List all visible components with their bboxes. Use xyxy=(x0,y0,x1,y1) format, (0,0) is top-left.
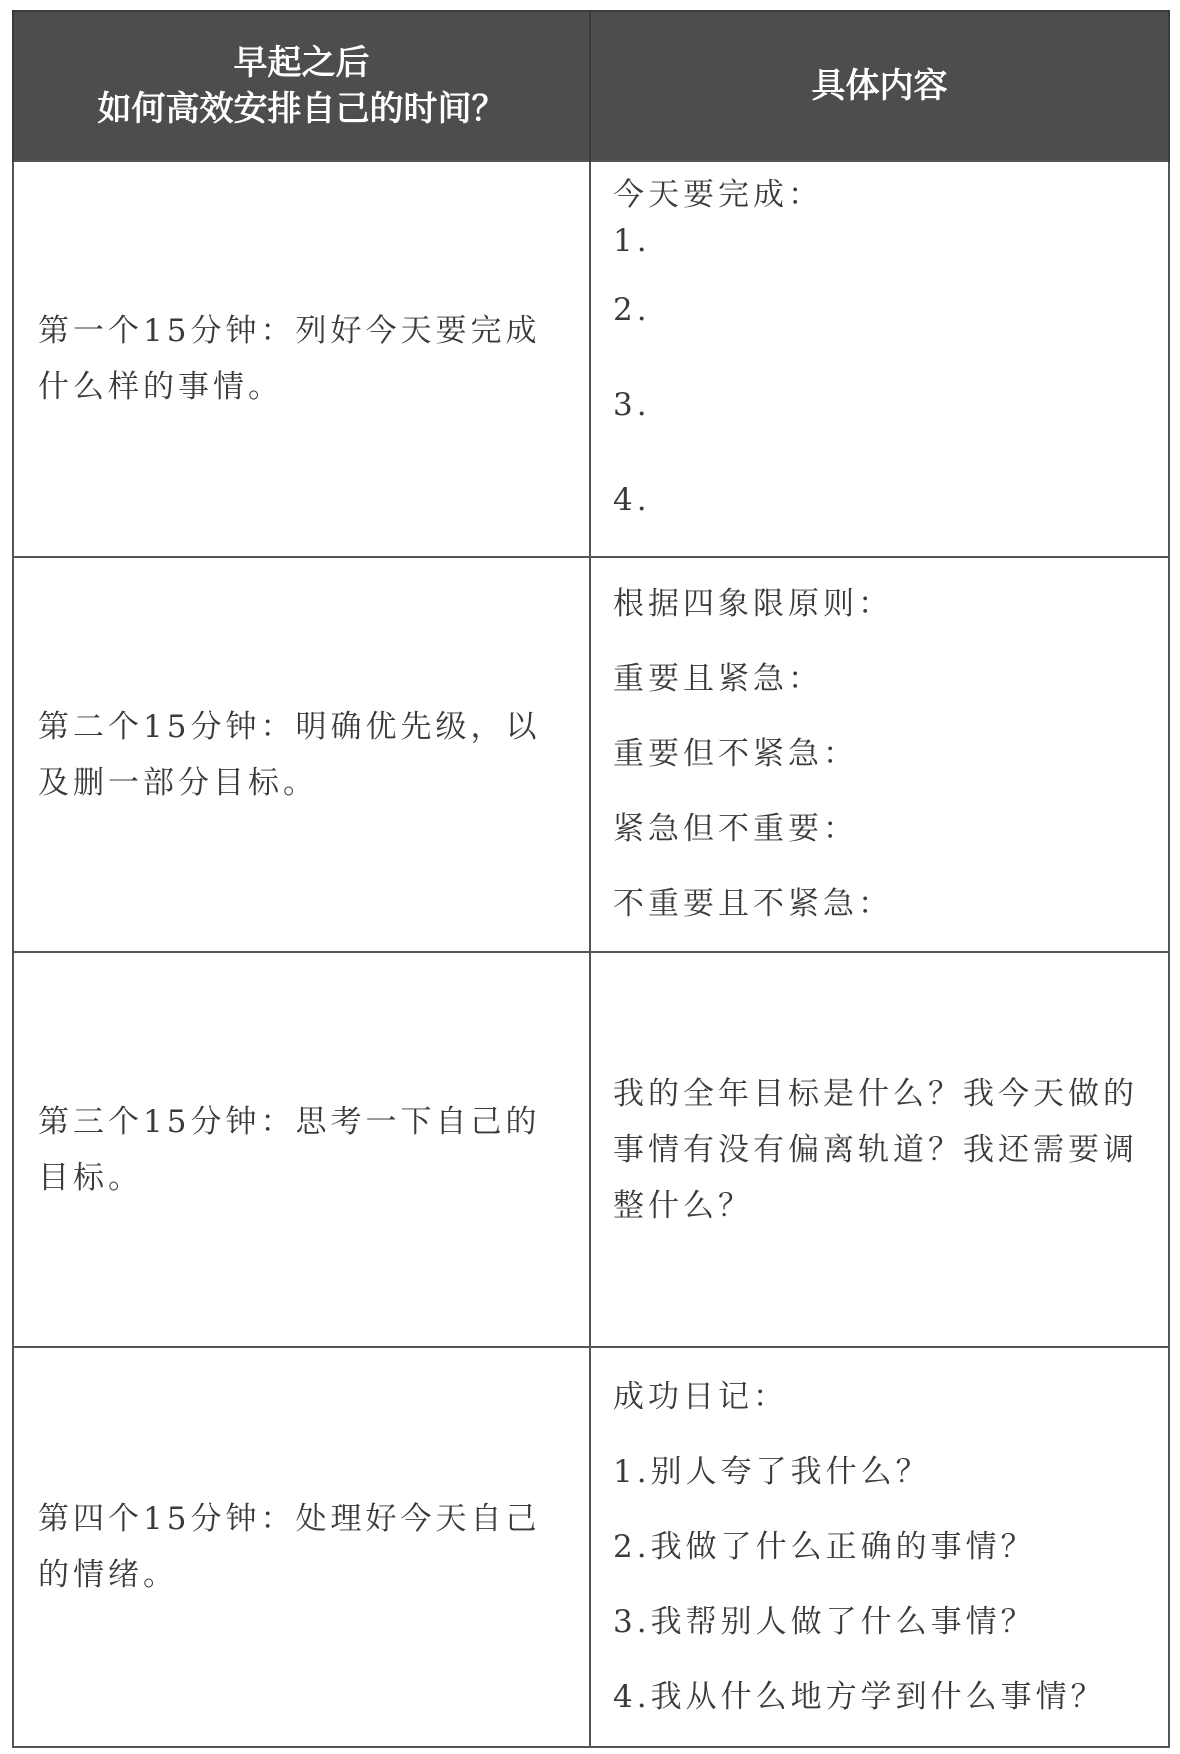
morning-plan-table xyxy=(12,10,1170,1748)
detail-line: 2.我做了什么正确的事情？ xyxy=(613,1528,1036,1565)
detail-line: 成功日记： xyxy=(613,1378,788,1415)
header-left-line-1: 早起之后 xyxy=(233,43,370,83)
detail-line: 1.别人夸了我什么？ xyxy=(613,1453,931,1490)
table-row xyxy=(13,1347,1169,1747)
step-cell: 第三个15分钟：思考一下自己的目标。 xyxy=(13,952,590,1347)
table-row xyxy=(13,952,1169,1347)
detail-list xyxy=(613,1360,1150,1735)
detail-line: 紧急但不重要： xyxy=(613,811,858,847)
detail-line: 4.我从什么地方学到什么事情？ xyxy=(613,1678,1106,1715)
detail-line: 3.我帮别人做了什么事情？ xyxy=(613,1603,1036,1640)
detail-list xyxy=(613,171,1150,548)
table-row xyxy=(13,557,1169,952)
detail-line: 1. xyxy=(613,222,651,259)
step-cell: 第一个15分钟：列好今天要完成什么样的事情。 xyxy=(13,161,590,557)
table-row xyxy=(13,161,1169,557)
detail-line: 3. xyxy=(613,386,651,423)
detail-line: 2. xyxy=(613,291,651,328)
detail-line: 重要但不紧急： xyxy=(613,736,858,772)
step-cell: 第二个15分钟：明确优先级，以及删一部分目标。 xyxy=(13,557,590,952)
detail-list xyxy=(613,567,1150,942)
detail-cell xyxy=(590,952,1169,1347)
detail-line: 今天要完成： xyxy=(613,176,823,213)
table-header-row xyxy=(13,11,1169,161)
detail-line: 4. xyxy=(613,481,651,518)
detail-cell xyxy=(590,161,1169,557)
header-left-line-2: 如何高效安排自己的时间？ xyxy=(97,89,506,129)
detail-line: 重要且紧急： xyxy=(613,661,823,697)
header-details: 具体内容 xyxy=(590,11,1169,161)
detail-line: 不重要且不紧急： xyxy=(613,886,893,922)
header-time-arrangement xyxy=(13,11,590,161)
detail-cell xyxy=(590,1347,1169,1747)
step-cell: 第四个15分钟：处理好今天自己的情绪。 xyxy=(13,1347,590,1747)
detail-cell xyxy=(590,557,1169,952)
detail-line: 根据四象限原则： xyxy=(613,586,893,622)
detail-paragraph: 我的全年目标是什么？我今天做的事情有没有偏离轨道？我还需要调整什么？ xyxy=(613,1075,1138,1224)
